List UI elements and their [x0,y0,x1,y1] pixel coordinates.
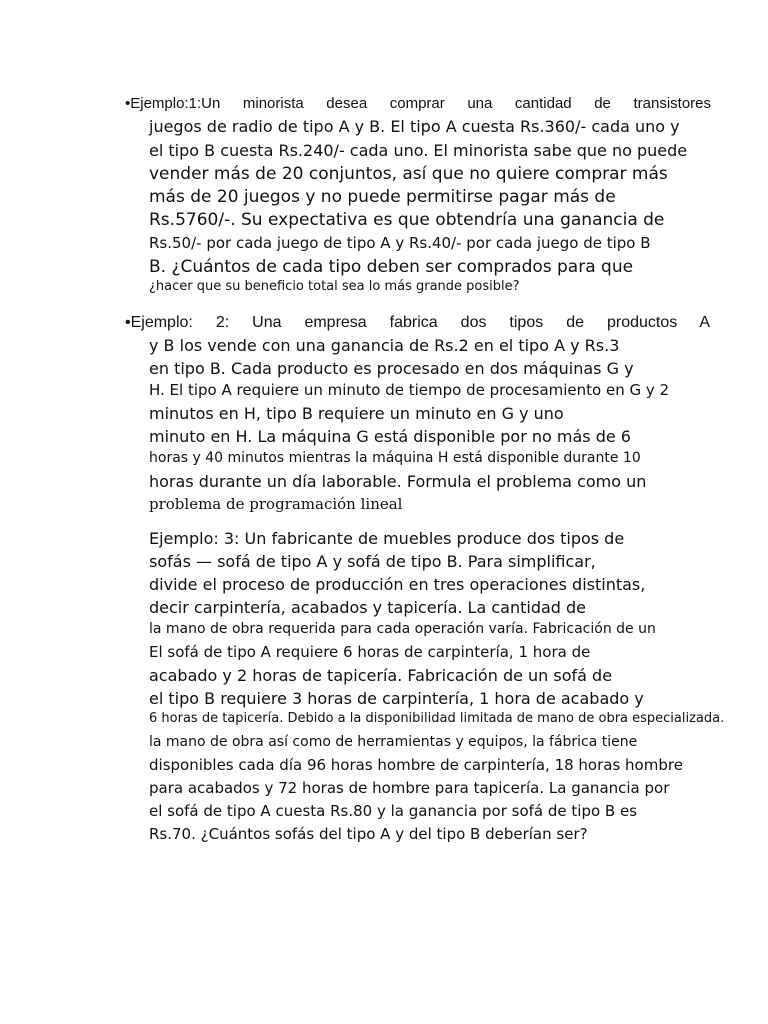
text-line: minuto en H. La máquina G está disponible por no más de 6 [149,427,631,446]
text-line: Rs.5760/-. Su expectativa es que obtendría una ganancia de [149,210,665,230]
text-line: problema de programación lineal [149,495,403,513]
text-line: el tipo B cuesta Rs.240/- cada uno. El minorista sabe que no puede [149,141,688,160]
text-line: horas durante un día laborable. Formula el problema como un [149,472,647,491]
text-line: sofás — sofá de tipo A y sofá de tipo B. Para simplificar, [149,552,596,571]
text-line: en tipo B. Cada producto es procesado en dos máquinas G y [149,359,634,378]
text-line: juegos de radio de tipo A y B. El tipo A cuesta Rs.360/- cada uno y [149,117,680,136]
text-line: Ejemplo: 3: Un fabricante de muebles produce dos tipos de [149,529,625,548]
text-line: •Ejemplo: 2: Una empresa fabrica dos tipos de productos A [125,314,710,331]
text-line: minutos en H, tipo B requiere un minuto en G y uno [149,404,564,423]
text-line: B. ¿Cuántos de cada tipo deben ser comprados para que [149,257,634,277]
text-line: y B los vende con una ganancia de Rs.2 en el tipo A y Rs.3 [149,336,620,355]
text-line: la mano de obra así como de herramientas y equipos, la fábrica tiene [149,734,638,750]
text-line: decir carpintería, acabados y tapicería. La cantidad de [149,598,587,617]
text-line: divide el proceso de producción en tres operaciones distintas, [149,575,646,594]
text-line: ¿hacer que su beneficio total sea lo más grande posible? [149,279,520,294]
text-line: El sofá de tipo A requiere 6 horas de carpintería, 1 hora de [149,643,591,661]
text-line: el sofá de tipo A cuesta Rs.80 y la ganancia por sofá de tipo B es [149,802,638,820]
text-line: Rs.70. ¿Cuántos sofás del tipo A y del tipo B deberían ser? [149,825,588,843]
text-line: H. El tipo A requiere un minuto de tiempo de procesamiento en G y 2 [149,381,670,399]
text-line: acabado y 2 horas de tapicería. Fabricación de un sofá de [149,666,613,685]
text-line: disponibles cada día 96 horas hombre de carpintería, 18 horas hombre [149,756,683,774]
text-line: más de 20 juegos y no puede permitirse pagar más de [149,187,616,207]
text-line: horas y 40 minutos mientras la máquina H está disponible durante 10 [149,450,641,466]
text-line: vender más de 20 conjuntos, así que no quiere comprar más [149,164,668,184]
text-line: la mano de obra requerida para cada operación varía. Fabricación de un [149,621,656,637]
text-line: Rs.50/- por cada juego de tipo A y Rs.40/- por cada juego de tipo B [149,234,651,252]
text-line: para acabados y 72 horas de hombre para tapicería. La ganancia por [149,779,670,797]
text-line: el tipo B requiere 3 horas de carpintería, 1 hora de acabado y [149,689,644,708]
text-line: 6 horas de tapicería. Debido a la disponibilidad limitada de mano de obra especializada. [149,711,725,726]
text-line: •Ejemplo:1:Un minorista desea comprar una cantidad de transistores [125,95,711,112]
